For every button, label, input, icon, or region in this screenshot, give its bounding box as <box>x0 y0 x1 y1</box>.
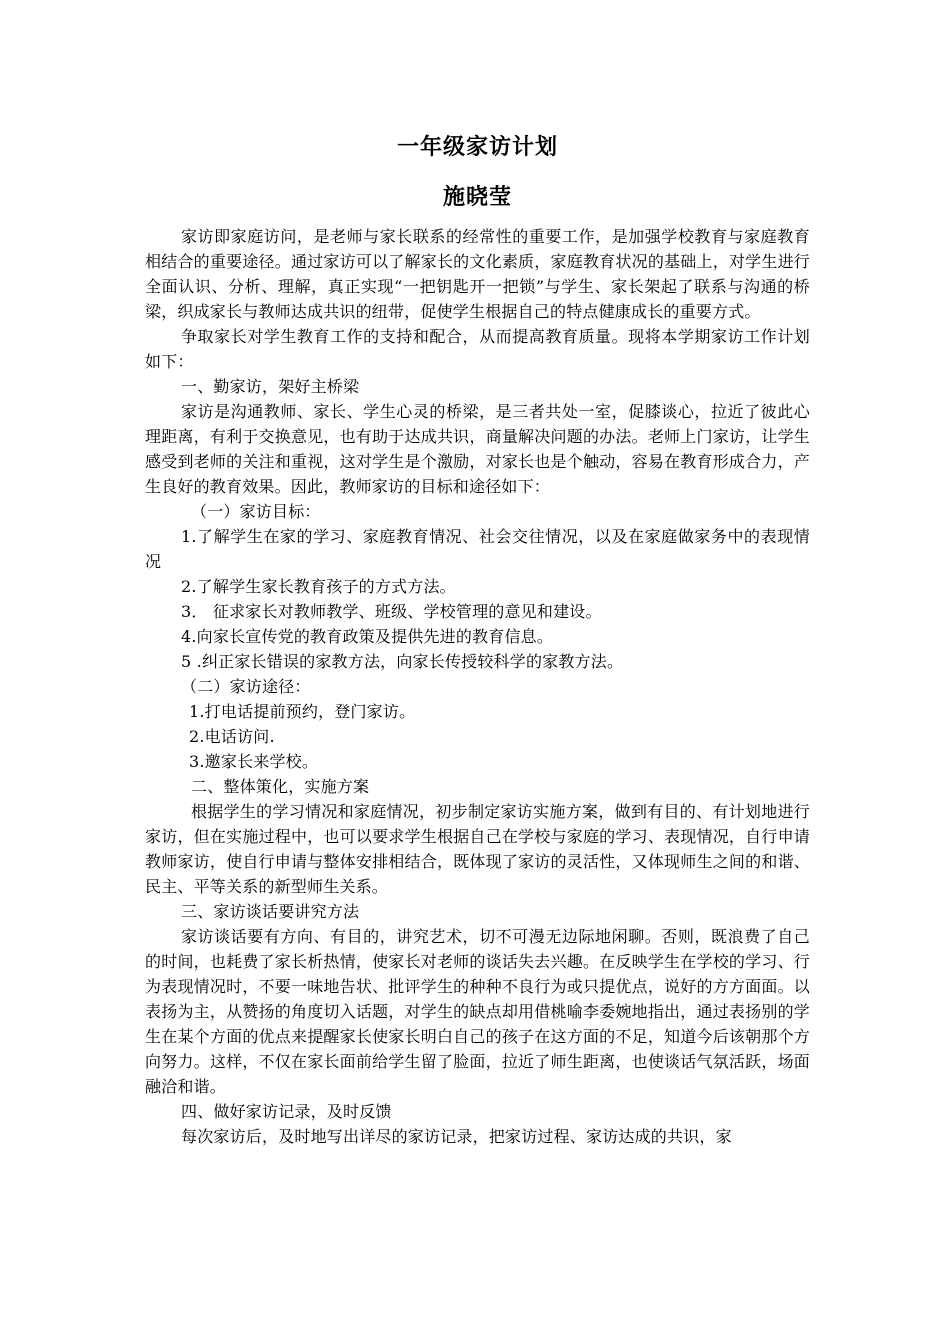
list-item-method-2: 2.电话访问. <box>189 727 275 746</box>
list-item-method-1: 1.打电话提前预约，登门家访。 <box>189 702 416 721</box>
list-item-goal-4: 4.向家长宣传党的教育政策及提供先进的教育信息。 <box>181 627 554 646</box>
paragraph-plan-intro: 争取家长对学生教育工作的支持和配合，从而提高教育质量。现将本学期家访工作计划如下： <box>145 327 810 371</box>
paragraph-section-4: 每次家访后，及时地写出详尽的家访记录，把家访过程、家访达成的共识，家 <box>181 1127 732 1146</box>
section-heading-2: 二、整体策化，实施方案 <box>191 777 370 796</box>
paragraph-intro: 家访即家庭访问，是老师与家长联系的经常性的重要工作，是加强学校教育与家庭教育相结合的重要途径。通过家访可以了解家长的文化素质，家庭教育状况的基础上，对学生进行全面认识、分析、理解，真正实现“一把钥匙开一把锁”与学生、家长架起了联系与沟通的桥梁，织成家长与教师达成共识的纽带，促使学生根据自己的特点健康成长的重要方式。 <box>145 227 810 321</box>
list-item-goal-3: 3． 征求家长对教师教学、班级、学校管理的意见和建设。 <box>181 602 602 621</box>
paragraph-section-2: 根据学生的学习情况和家庭情况，初步制定家访实施方案，做到有目的、有计划地进行家访，但在实施过程中，也可以要求学生根据自己在学校与家庭的学习、表现情况，自行申请教师家访，使自行申请与整体安排相结合，既体现了家访的灵活性，又体现师生之间的和谐、民主、平等关系的新型师生关系。 <box>145 802 810 896</box>
list-item-goal-1: 1.了解学生在家的学习、家庭教育情况、社会交往情况，以及在家庭做家务中的表现情况 <box>145 527 810 571</box>
list-item-method-3: 3.邀家长来学校。 <box>189 752 319 771</box>
section-heading-3: 三、家访谈话要讲究方法 <box>181 902 360 921</box>
paragraph-section-3: 家访谈话要有方向、有目的，讲究艺术，切不可漫无边际地闲聊。否则，既浪费了自己的时间，也耗费了家长析热情，使家长对老师的谈话失去兴趣。在反映学生在学校的学习、行为表现情况时，不要一味地告状、批评学生的种种不良行为或只提优点，说好的方方面面。以表扬为主，从赞扬的角度切入话题，对学生的缺点却用借桃喻李委婉地指出，通过表扬别的学生在某个方面的优点来提醒家长使家长明白自己的孩子在这方面的不足，知道今后该朝那个方向努力。这样，不仅在家长面前给学生留了脸面，拉近了师生距离，也使谈话气氛活跃，场面融洽和谐。 <box>145 927 810 1096</box>
paragraph-section-1: 家访是沟通教师、家长、学生心灵的桥梁，是三者共处一室，促膝谈心，拉近了彼此心理距离，有利于交换意见，也有助于达成共识，商量解决问题的办法。老师上门家访，让学生感受到老师的关注和重视，这对学生是个激励，对家长也是个触动，容易在教育形成合力，产生良好的教育效果。因此，教师家访的目标和途径如下： <box>145 402 810 496</box>
document-body <box>145 224 810 1149</box>
list-item-goal-5: 5 .纠正家长错误的家教方法，向家长传授较科学的家教方法。 <box>181 652 624 671</box>
document-title: 一年级家访计划 <box>396 135 558 160</box>
document-author: 施晓莹 <box>442 185 512 210</box>
subheading-methods: （二）家访途径： <box>181 677 311 696</box>
section-heading-1: 一、勤家访，架好主桥梁 <box>181 377 360 396</box>
document-page <box>145 130 810 1149</box>
list-item-goal-2: 2.了解学生家长教育孩子的方式方法。 <box>181 577 456 596</box>
section-heading-4: 四、做好家访记录，及时反馈 <box>181 1102 392 1121</box>
subheading-goals: （一）家访目标： <box>191 502 321 521</box>
